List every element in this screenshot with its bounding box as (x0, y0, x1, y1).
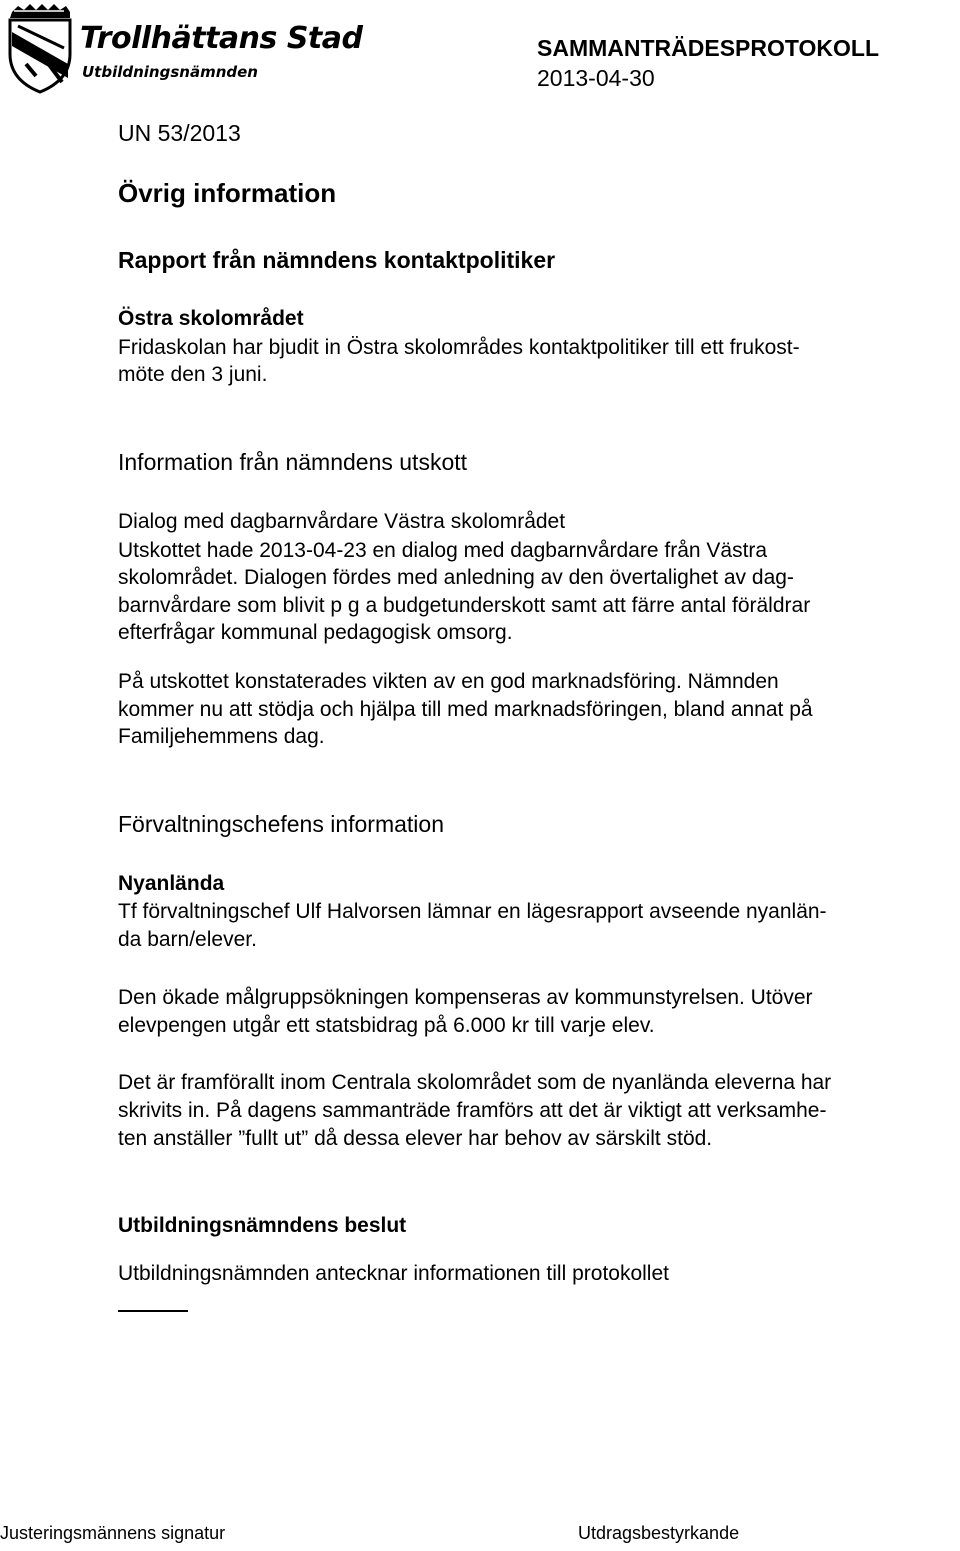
paragraph-line: kommer nu att stödja och hjälpa till med marknadsföringen, bland annat på (118, 698, 813, 721)
paragraph-line: Det är framförallt inom Centrala skolområdet som de nyanlända eleverna har (118, 1071, 832, 1094)
paragraph-line: da barn/elever. (118, 928, 257, 951)
section-heading-utskott: Information från nämndens utskott (118, 449, 468, 475)
document-type: SAMMANTRÄDESPROTOKOLL (537, 35, 880, 61)
paragraph-line: Familjehemmens dag. (118, 725, 325, 748)
paragraph-line: Den ökade målgruppsökningen kompenseras av kommunstyrelsen. Utöver (118, 986, 813, 1009)
paragraph-line: skrivits in. På dagens sammanträde framförs att det är viktigt att verksamhe- (118, 1099, 827, 1122)
section-subheading-dialog: Dialog med dagbarnvårdare Västra skolområdet (118, 510, 566, 533)
organization-department: Utbildningsnämnden (82, 63, 258, 81)
coat-of-arms-icon (4, 2, 74, 94)
section-subheading-ostra: Östra skolområdet (118, 307, 304, 330)
paragraph-line: efterfrågar kommunal pedagogisk omsorg. (118, 621, 513, 644)
paragraph-line: elevpengen utgår ett statsbidrag på 6.000 kr till varje elev. (118, 1014, 655, 1037)
paragraph-line: möte den 3 juni. (118, 363, 268, 386)
paragraph-line: barnvårdare som blivit p g a budgetunderskott samt att färre antal föräldrar (118, 594, 811, 617)
section-subheading-nyanlanda: Nyanlända (118, 872, 225, 895)
footer-certification-label: Utdragsbestyrkande (578, 1523, 740, 1543)
paragraph-line: skolområdet. Dialogen fördes med anledning av den övertalighet av dag- (118, 566, 794, 589)
organization-name: Trollhättans Stad (80, 21, 363, 56)
paragraph-line: På utskottet konstaterades vikten av en god marknadsföring. Nämnden (118, 670, 779, 693)
document-date: 2013-04-30 (537, 65, 655, 91)
section-heading-beslut: Utbildningsnämndens beslut (118, 1214, 407, 1237)
paragraph-line: ten anställer ”fullt ut” då dessa elever har behov av särskilt stöd. (118, 1127, 713, 1150)
paragraph-line: Tf förvaltningschef Ulf Halvorsen lämnar en lägesrapport avseende nyanlän- (118, 900, 827, 923)
page-title: Övrig information (118, 178, 337, 208)
paragraph-line: Fridaskolan har bjudit in Östra skolområdes kontaktpolitiker till ett frukost- (118, 336, 800, 359)
case-number: UN 53/2013 (118, 120, 241, 146)
decision-text: Utbildningsnämnden antecknar informationen till protokollet (118, 1262, 669, 1285)
paragraph-line: Utskottet hade 2013-04-23 en dialog med dagbarnvårdare från Västra (118, 539, 768, 562)
closing-rule (118, 1310, 188, 1312)
section-heading-forvaltning: Förvaltningschefens information (118, 811, 444, 837)
footer-signature-label: Justeringsmännens signatur (0, 1523, 226, 1543)
section-heading-rapport: Rapport från nämndens kontaktpolitiker (118, 247, 556, 273)
